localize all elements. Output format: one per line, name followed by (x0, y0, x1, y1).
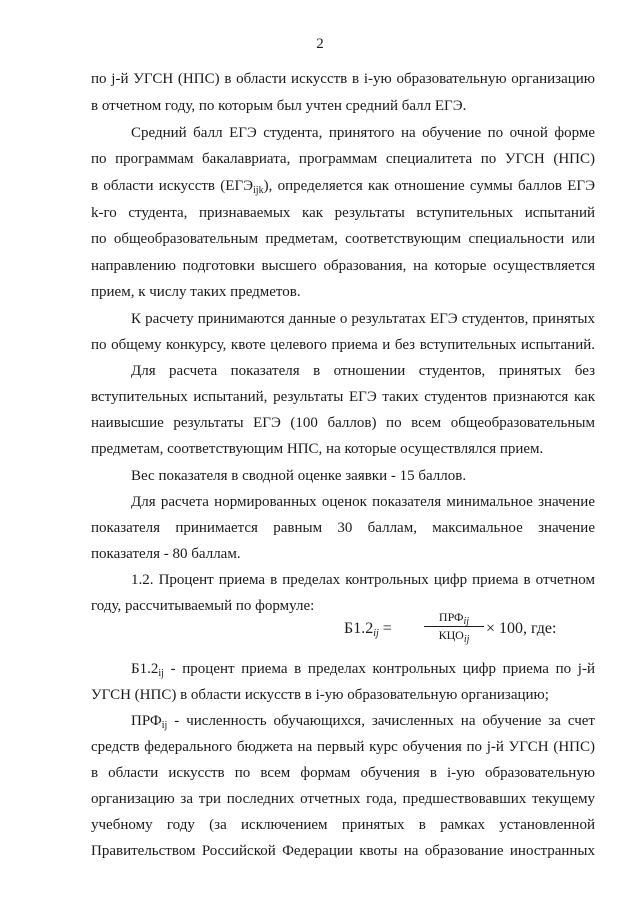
text-line: $ПРФ_{ij}$ - численность обучающихся, зачисленных на обучение за счет (131, 713, 595, 731)
formula-numerator: $ПРФ_{ij}$ (438, 610, 470, 627)
text-line: показателя - 80 баллам. (91, 546, 241, 562)
text-line: по j-й УГСН (НПС) в области искусств в i-ую образовательную организацию (91, 71, 595, 87)
text-line: прием, к числу таких предметов. (91, 284, 301, 300)
formula (344, 610, 557, 650)
text-line: в области искусств $(ЕГЭ_{ijk})$, определяется как отношение суммы баллов ЕГЭ (91, 178, 595, 196)
text-line: по общему конкурсу, квоте целевого приема и без вступительных испытаний. (91, 337, 595, 353)
text-line: направлению подготовки высшего образования, на которые осуществляется (91, 258, 595, 274)
text-line: учебному году (за исключением принятых в рамках установленной (91, 817, 595, 833)
text-line: УГСН (НПС) в области искусств в i-ую образовательную организацию; (91, 687, 549, 703)
text-line: году, рассчитываемый по формуле: (91, 598, 315, 614)
text-line: по общеобразовательным предметам, соответствующим специальности или (91, 231, 595, 247)
text-line: Правительством Российской Федерации квоты на образование иностранных (91, 843, 595, 859)
text-line: $Б1.2_{ij}$ - процент приема в пределах контрольных цифр приема по j-й (131, 661, 595, 679)
text-line: в области искусств по всем формам обучения в i-ую образовательную (91, 765, 595, 781)
text-line: 1.2. Процент приема в пределах контрольных цифр приема в отчетном (131, 572, 595, 588)
text-line: Для расчета нормированных оценок показателя минимальное значение (131, 494, 595, 510)
text-line: в отчетном году, по которым был учтен средний балл ЕГЭ. (91, 98, 467, 114)
text-line: К расчету принимаются данные о результатах ЕГЭ студентов, принятых (131, 311, 595, 327)
text-line: по программам бакалавриата, программам специалитета по УГСН (НПС) (91, 151, 595, 167)
formula-rhs: × 100, где: (486, 620, 557, 637)
text-line: Вес показателя в сводной оценке заявки - 15 баллов. (131, 468, 467, 484)
text-line: средств федерального бюджета на первый курс обучения по j-й УГСН (НПС) (91, 739, 595, 755)
text-line: k-го студента, признаваемых как результаты вступительных испытаний (91, 205, 595, 221)
fraction-bar (424, 626, 484, 627)
text-line: наивысшие результаты ЕГЭ (100 баллов) по всем общеобразовательным (91, 415, 595, 431)
text-line: организацию за три последних отчетных года, предшествовавших текущему (91, 791, 595, 807)
text-line: показателя принимается равным 30 баллам, максимальное значение (91, 520, 595, 536)
formula-denominator: $КЦО_{ij}$ (438, 628, 470, 645)
page-number: 2 (316, 36, 324, 52)
text-line: предметам, соответствующим НПС, на которые осуществлялся прием. (91, 441, 544, 457)
text-line: Для расчета показателя в отношении студентов, принятых без (131, 363, 595, 379)
formula-fraction (424, 610, 484, 643)
formula-lhs: $Б1.2_{ij}$ = (344, 620, 392, 639)
text-line: вступительных испытаний, результаты ЕГЭ таких студентов признаются как (91, 389, 595, 405)
text-line: Средний балл ЕГЭ студента, принятого на обучение по очной форме (131, 125, 595, 141)
